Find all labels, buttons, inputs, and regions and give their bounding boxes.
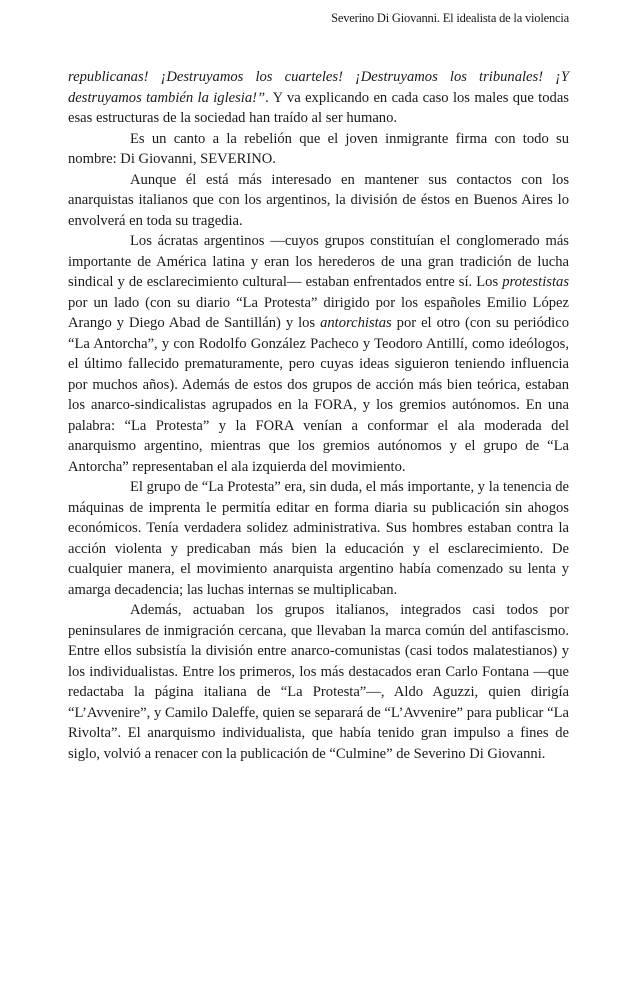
paragraph-6: Además, actuaban los grupos italianos, integrados casi todos por peninsulares de inmigración cercana, que llevaban la marca común del antifascismo. Entre ellos subsistía la división entre anarco-comunistas (casi todos malatestianos) y los individualistas. Entre los primeros, los más destacados eran Carlo Fontana —que redactaba la página italiana de “La Protesta”—, Aldo Aguzzi, quien dirigía “L’Avvenire”, y Camilo Daleffe, quien se separará de “L’Avvenire” para publicar “La Rivolta”. El anarquismo individualista, que había tenido gran impulso a fines de siglo, volvió a renacer con la publicación de “Culmine” de Severino Di Giovanni. — [68, 602, 569, 762]
italic-term-antorchistas: antorchistas — [320, 315, 392, 331]
paragraph-4 — [68, 231, 569, 477]
paragraph-5: El grupo de “La Protesta” era, sin duda, el más importante, y la tenencia de máquinas de imprenta le permitía editar en forma diaria su publicación sin ahogos económicos. Tenía verdadera solidez administrativa. Sus hombres estaban contra la acción violenta y predicaban más bien la educación y el esclarecimiento. De cualquier manera, el movimiento anarquista argentino había comenzado su lenta y amarga decadencia; las luchas internas se multiplicaban. — [68, 479, 569, 598]
paragraph-4-text-a: Los ácratas argentinos —cuyos grupos constituían el conglomerado más importante de América latina y eran los herederos de una gran tradición de lucha sindical y de esclarecimiento cultural— estaban enfrentados entre sí. Los — [68, 233, 569, 290]
paragraph-4-text-c: por el otro (con su periódico “La Antorcha”, y con Rodolfo González Pacheco y Teodoro Antillí, como ideólogos, el último fallecido prematuramente, pero cuyas ideas siguieron teniendo influencia por muchos años). Además de estos dos grupos de acción más bien teórica, estaban los anarco-sindicalistas agrupados en la FORA, y los gremios autónomos. En una palabra: “La Protesta” y la FORA venían a conformar el ala moderada del anarquismo argentino, mientras que los gremios autónomos y el grupo de “La Antorcha” representaban el ala izquierda del movimiento. — [68, 315, 569, 475]
page-body — [68, 67, 569, 764]
paragraph-1 — [68, 67, 569, 129]
italic-term-protestistas: protestistas — [502, 274, 569, 290]
paragraph-1-text: . Y va explicando en cada caso los males que todas esas estructuras de la sociedad han traído al ser humano. — [68, 89, 569, 126]
paragraph-2: Es un canto a la rebelión que el joven inmigrante firma con todo su nombre: Di Giovanni, SEVERINO. — [68, 130, 569, 167]
paragraph-3: Aunque él está más interesado en mantener sus contactos con los anarquistas italianos que con los argentinos, la división de éstos en Buenos Aires lo envolverá en toda su tragedia. — [68, 171, 569, 229]
running-header: Severino Di Giovanni. El idealista de la violencia — [331, 11, 569, 25]
italic-quote: republicanas! ¡Destruyamos los cuarteles! ¡Destruyamos los tribunales! ¡Y destruyamos también la iglesia!” — [68, 69, 569, 106]
paragraph-4-text-b: por un lado (con su diario “La Protesta” dirigido por los españoles Emilio López Arango y Diego Abad de Santillán) y los — [68, 294, 569, 331]
